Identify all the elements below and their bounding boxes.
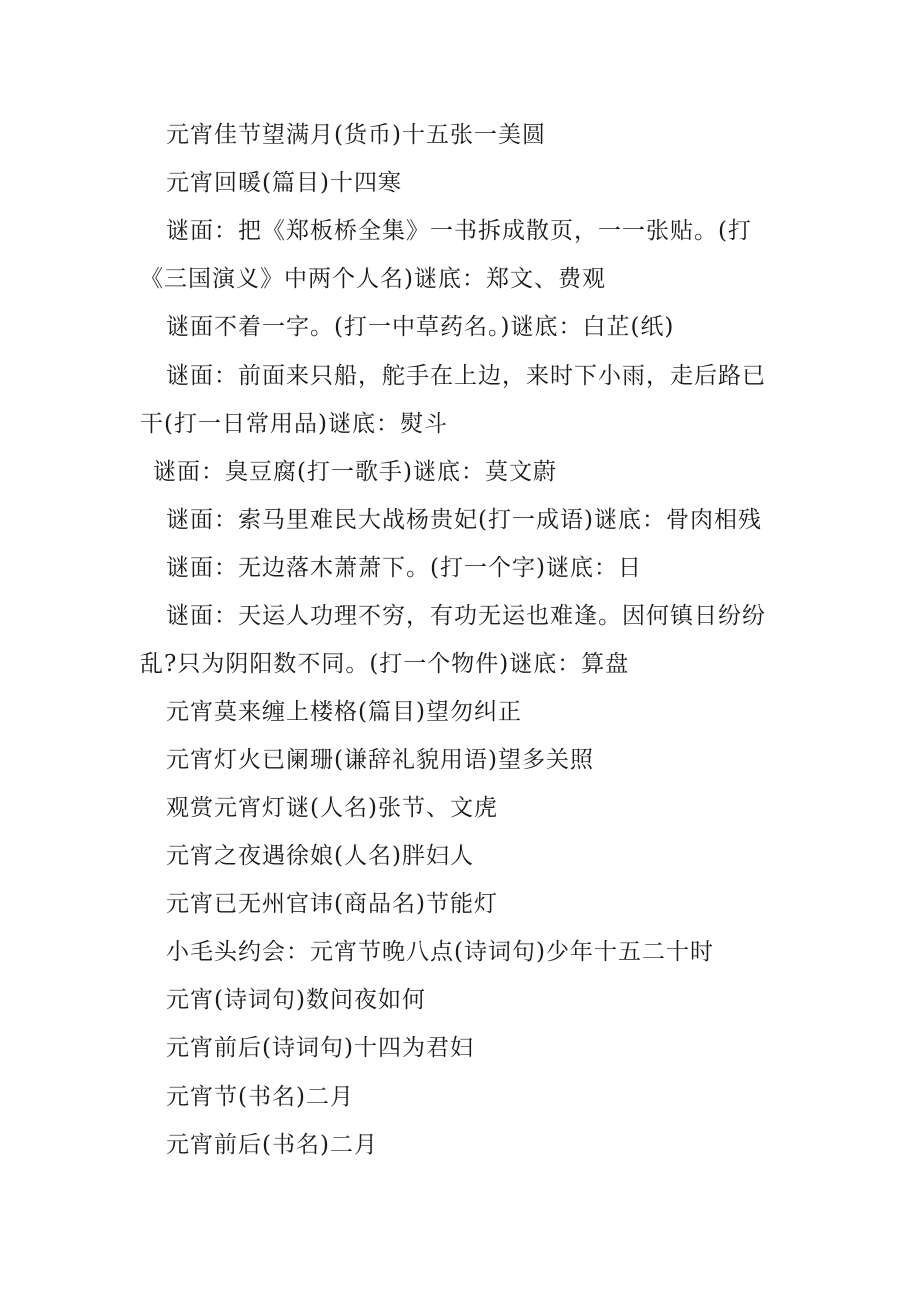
text-line: 谜面：前面来只船，舵手在上边，来时下小雨，走后路已 — [166, 363, 766, 389]
text-line: 元宵节(书名)二月 — [166, 1084, 354, 1110]
text-line: 谜面不着一字。(打一中草药名。)谜底：白芷(纸) — [166, 314, 675, 340]
text-line: 元宵前后(书名)二月 — [166, 1132, 378, 1158]
text-line: 元宵已无州官讳(商品名)节能灯 — [166, 891, 498, 917]
text-line: 观赏元宵灯谜(人名)张节、文虎 — [166, 795, 498, 821]
text-line: 谜面：把《郑板桥全集》一书拆成散页，一一张贴。(打 — [166, 218, 752, 244]
text-line: 元宵回暖(篇目)十四寒 — [166, 170, 402, 196]
text-line: 谜面：天运人功理不穷，有功无运也难逢。因何镇日纷纷 — [166, 603, 766, 629]
text-line: 乱?只为阴阳数不同。(打一个物件)谜底：算盘 — [140, 651, 630, 677]
text-line: 《三国演义》中两个人名)谜底：郑文、费观 — [140, 266, 606, 292]
text-line: 元宵莫来缠上楼格(篇目)望勿纠正 — [166, 699, 522, 725]
text-line: 元宵佳节望满月(货币)十五张一美圆 — [166, 122, 546, 148]
text-line: 小毛头约会：元宵节晚八点(诗词句)少年十五二十时 — [166, 939, 714, 965]
text-line: 元宵之夜遇徐娘(人名)胖妇人 — [166, 843, 474, 869]
text-line: 谜面：无边落木萧萧下。(打一个字)谜底：日 — [166, 555, 642, 581]
text-line: 元宵前后(诗词句)十四为君妇 — [166, 1035, 474, 1061]
text-line: 谜面：索马里难民大战杨贵妃(打一成语)谜底：骨肉相残 — [166, 507, 762, 533]
text-line: 谜面：臭豆腐(打一歌手)谜底：莫文蔚 — [153, 459, 557, 485]
text-line: 干(打一日常用品)谜底：熨斗 — [140, 411, 448, 437]
text-line: 元宵灯火已阑珊(谦辞礼貌用语)望多关照 — [166, 747, 594, 773]
text-line: 元宵(诗词句)数问夜如何 — [166, 987, 426, 1013]
